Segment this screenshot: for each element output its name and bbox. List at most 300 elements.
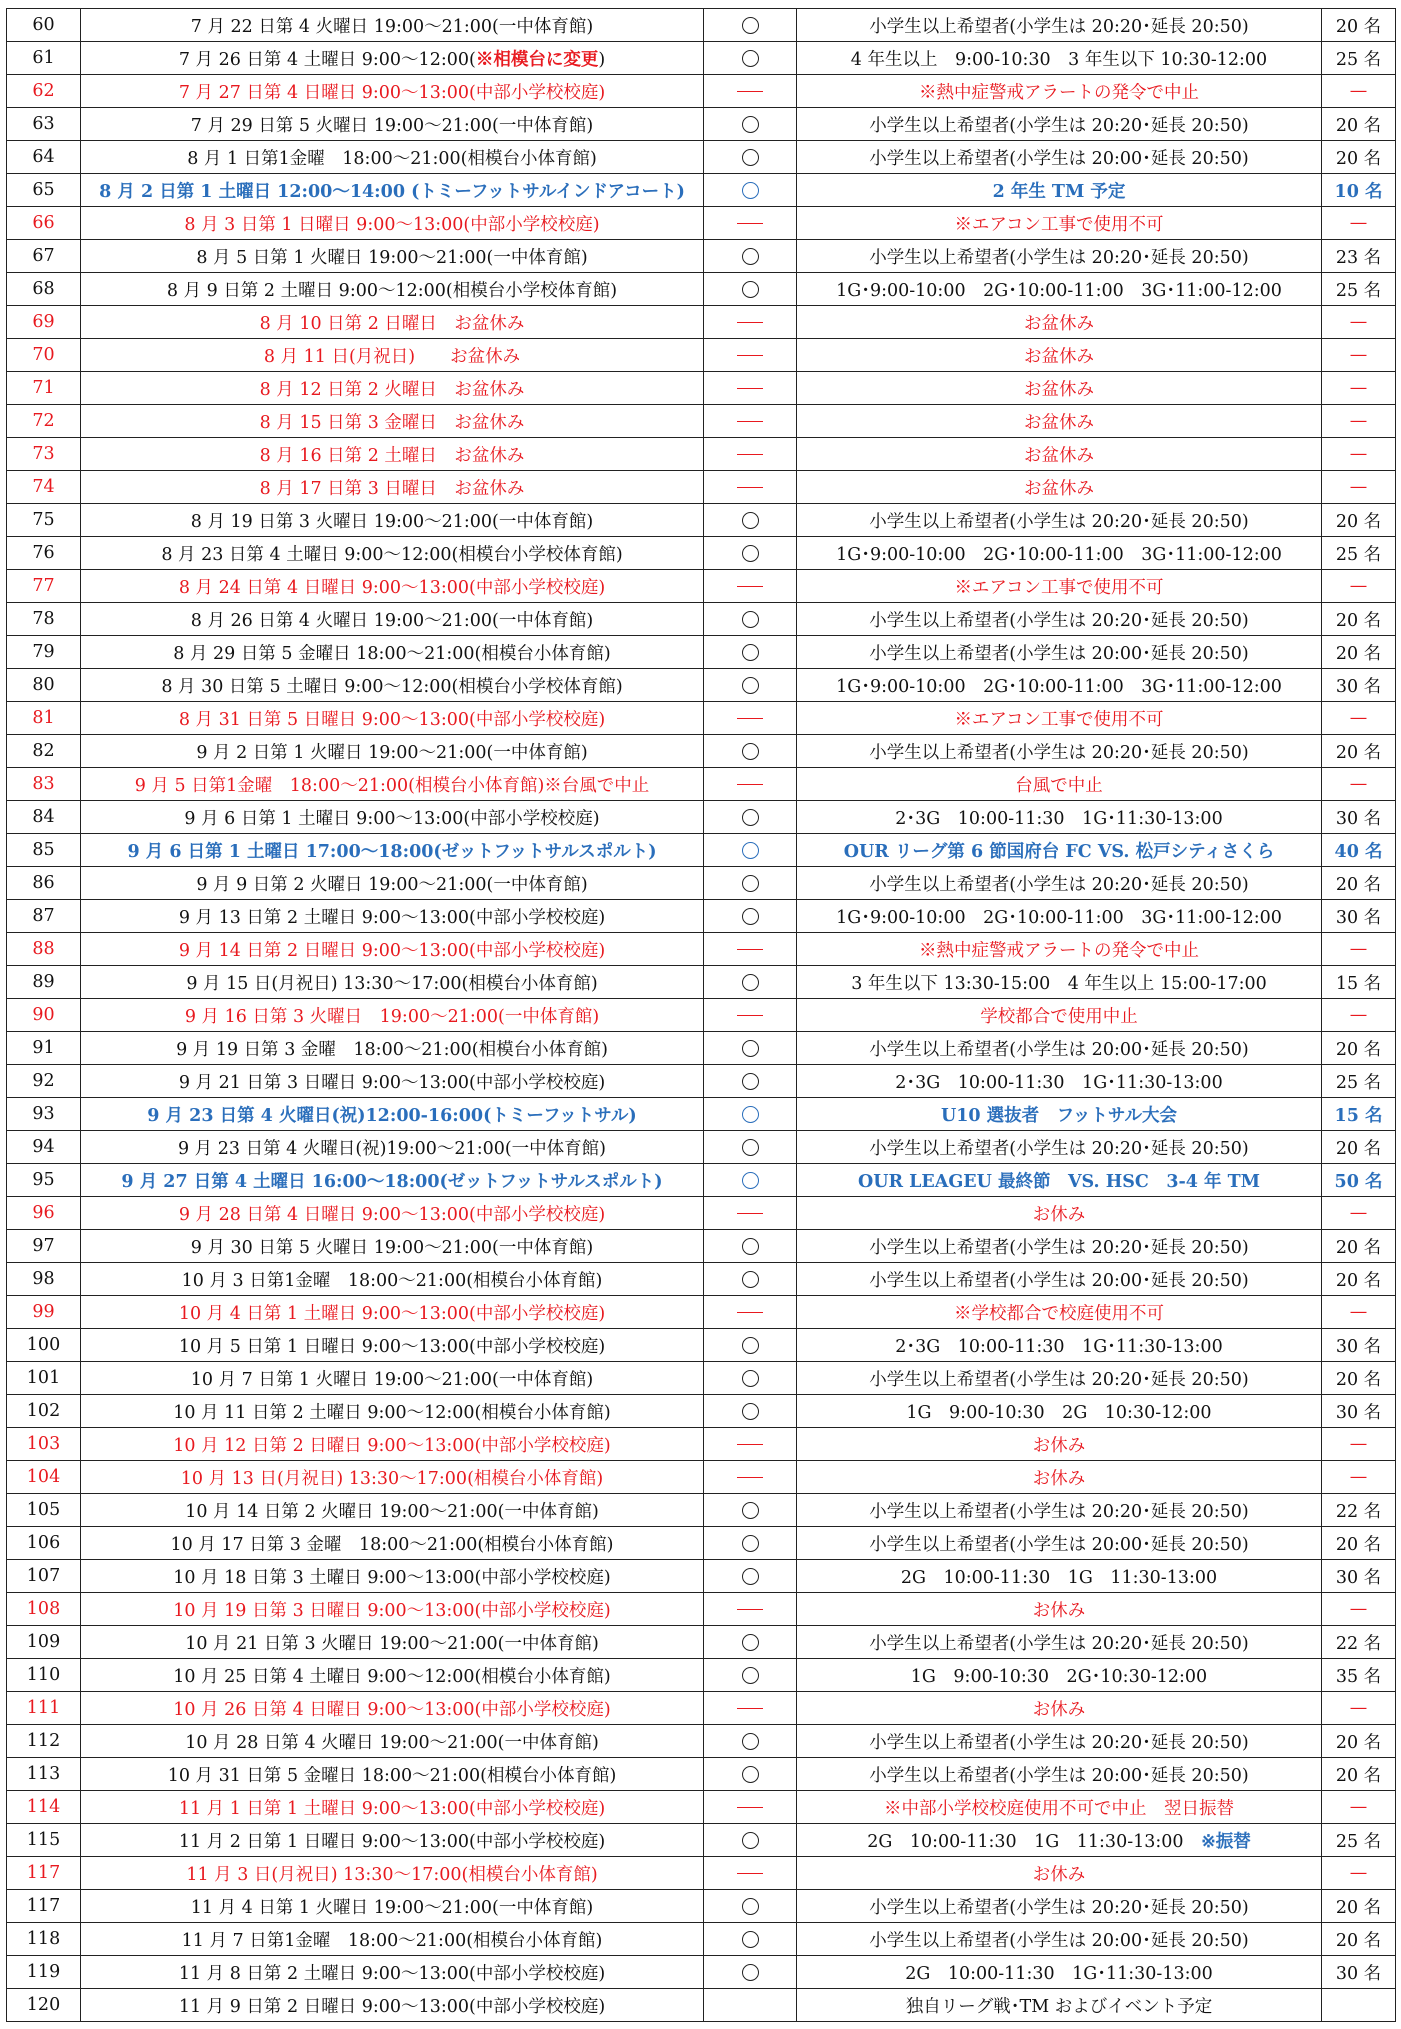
participant-count: 50 名 (1322, 1164, 1396, 1197)
circle-icon (742, 1931, 759, 1948)
participant-count: — (1322, 339, 1396, 372)
participant-count: — (1322, 768, 1396, 801)
table-row (7, 1956, 1396, 1989)
session-date-venue: 9 月 14 日第 2 日曜日 9:00～13:00(中部小学校校庭) (81, 933, 704, 966)
status-mark (704, 1626, 797, 1659)
session-note: ※学校都合で校庭使用不可 (797, 1296, 1322, 1329)
session-note: 小学生以上希望者(小学生は 20:20･延長 20:50) (797, 603, 1322, 636)
session-note: 小学生以上希望者(小学生は 20:20･延長 20:50) (797, 1890, 1322, 1923)
table-row (7, 1395, 1396, 1428)
session-note: お盆休み (797, 471, 1322, 504)
status-mark (704, 966, 797, 999)
dash-icon (737, 784, 763, 785)
participant-count: 22 名 (1322, 1626, 1396, 1659)
circle-icon (742, 644, 759, 661)
row-number: 107 (7, 1560, 81, 1593)
session-date-venue: 8 月 30 日第 5 土曜日 9:00～12:00(相模台小学校体育館) (81, 669, 704, 702)
makeup-note: ※振替 (1201, 1831, 1251, 1852)
circle-icon (742, 1766, 759, 1783)
session-note: 小学生以上希望者(小学生は 20:20･延長 20:50) (797, 504, 1322, 537)
status-mark (704, 1461, 797, 1494)
venue-change-note: ※相模台に変更 (475, 49, 599, 70)
session-date-venue: 10 月 28 日第 4 火曜日 19:00～21:00(一中体育館) (81, 1725, 704, 1758)
session-date-venue: 8 月 12 日第 2 火曜日 お盆休み (81, 372, 704, 405)
row-number: 73 (7, 438, 81, 471)
status-mark (704, 240, 797, 273)
table-row (7, 1164, 1396, 1197)
status-mark (704, 75, 797, 108)
row-number: 61 (7, 42, 81, 75)
participant-count: 20 名 (1322, 108, 1396, 141)
status-mark (704, 834, 797, 867)
table-row (7, 438, 1396, 471)
row-number: 105 (7, 1494, 81, 1527)
table-row (7, 1527, 1396, 1560)
session-date-venue: 9 月 6 日第 1 土曜日 9:00～13:00(中部小学校校庭) (81, 801, 704, 834)
session-date-venue: 9 月 19 日第 3 金曜 18:00～21:00(相模台小体育館) (81, 1032, 704, 1065)
session-date-venue: 8 月 9 日第 2 土曜日 9:00～12:00(相模台小学校体育館) (81, 273, 704, 306)
session-date-venue: 11 月 1 日第 1 土曜日 9:00～13:00(中部小学校校庭) (81, 1791, 704, 1824)
row-number: 62 (7, 75, 81, 108)
session-date-venue: 9 月 30 日第 5 火曜日 19:00～21:00(一中体育館) (81, 1230, 704, 1263)
participant-count: 20 名 (1322, 867, 1396, 900)
session-date-venue: 8 月 16 日第 2 土曜日 お盆休み (81, 438, 704, 471)
dash-icon (737, 1312, 763, 1313)
row-number: 118 (7, 1923, 81, 1956)
participant-count: — (1322, 1692, 1396, 1725)
circle-icon (742, 1337, 759, 1354)
participant-count: 20 名 (1322, 9, 1396, 42)
status-mark (704, 537, 797, 570)
table-row (7, 1428, 1396, 1461)
status-mark (704, 1824, 797, 1857)
table-row (7, 966, 1396, 999)
circle-icon (742, 1271, 759, 1288)
session-date-venue: 9 月 9 日第 2 火曜日 19:00～21:00(一中体育館) (81, 867, 704, 900)
circle-icon (742, 248, 759, 265)
session-date-venue: 8 月 2 日第 1 土曜日 12:00～14:00 (トミーフットサルインドアコート) (81, 174, 704, 207)
session-date-venue: 10 月 21 日第 3 火曜日 19:00～21:00(一中体育館) (81, 1626, 704, 1659)
table-row (7, 75, 1396, 108)
circle-icon (742, 545, 759, 562)
row-number: 119 (7, 1956, 81, 1989)
participant-count: 23 名 (1322, 240, 1396, 273)
dash-icon (737, 1444, 763, 1445)
row-number: 90 (7, 999, 81, 1032)
session-date-venue: 8 月 31 日第 5 日曜日 9:00～13:00(中部小学校校庭) (81, 702, 704, 735)
session-date-venue: 8 月 17 日第 3 日曜日 お盆休み (81, 471, 704, 504)
session-note: お盆休み (797, 405, 1322, 438)
participant-count: 20 名 (1322, 141, 1396, 174)
participant-count: — (1322, 999, 1396, 1032)
table-row (7, 1626, 1396, 1659)
session-date-venue: 9 月 5 日第1金曜 18:00～21:00(相模台小体育館)※台風で中止 (81, 768, 704, 801)
session-date-venue: 9 月 23 日第 4 火曜日(祝)19:00～21:00(一中体育館) (81, 1131, 704, 1164)
participant-count: 25 名 (1322, 42, 1396, 75)
status-mark (704, 867, 797, 900)
table-row (7, 1923, 1396, 1956)
table-row (7, 801, 1396, 834)
participant-count: — (1322, 471, 1396, 504)
session-note: 小学生以上希望者(小学生は 20:00･延長 20:50) (797, 1263, 1322, 1296)
session-note: お休み (797, 1428, 1322, 1461)
table-row (7, 768, 1396, 801)
row-number: 60 (7, 9, 81, 42)
status-mark (704, 306, 797, 339)
session-note: 1G･9:00-10:00 2G･10:00-11:00 3G･11:00-12:00 (797, 537, 1322, 570)
row-number: 113 (7, 1758, 81, 1791)
session-date-venue: 10 月 17 日第 3 金曜 18:00～21:00(相模台小体育館) (81, 1527, 704, 1560)
note-text: 2G 10:00-11:30 1G 11:30-13:00 (867, 1831, 1202, 1852)
participant-count: 10 名 (1322, 174, 1396, 207)
session-date-venue: 10 月 26 日第 4 日曜日 9:00～13:00(中部小学校校庭) (81, 1692, 704, 1725)
session-note: 2 年生 TM 予定 (797, 174, 1322, 207)
session-note: 小学生以上希望者(小学生は 20:20･延長 20:50) (797, 1131, 1322, 1164)
session-note: ※エアコン工事で使用不可 (797, 207, 1322, 240)
row-number: 83 (7, 768, 81, 801)
session-date-venue: 8 月 11 日(月祝日) お盆休み (81, 339, 704, 372)
session-date-venue: 11 月 3 日(月祝日) 13:30～17:00(相模台小体育館) (81, 1857, 704, 1890)
status-mark (704, 570, 797, 603)
status-mark (704, 801, 797, 834)
session-date-venue (81, 42, 704, 75)
circle-icon (742, 974, 759, 991)
participant-count: 20 名 (1322, 1527, 1396, 1560)
participant-count: — (1322, 207, 1396, 240)
date-text-end: ) (598, 49, 606, 70)
participant-count (1322, 1989, 1396, 2022)
status-mark (704, 1263, 797, 1296)
row-number: 81 (7, 702, 81, 735)
row-number: 117 (7, 1890, 81, 1923)
circle-icon (742, 842, 759, 859)
participant-count: 25 名 (1322, 273, 1396, 306)
session-date-venue: 10 月 25 日第 4 土曜日 9:00～12:00(相模台小体育館) (81, 1659, 704, 1692)
session-note: 1G 9:00-10:30 2G 10:30-12:00 (797, 1395, 1322, 1428)
session-note: 小学生以上希望者(小学生は 20:20･延長 20:50) (797, 1362, 1322, 1395)
table-row (7, 1692, 1396, 1725)
dash-icon (737, 421, 763, 422)
circle-icon (742, 1073, 759, 1090)
row-number: 102 (7, 1395, 81, 1428)
session-note: 2G 10:00-11:30 1G 11:30-13:00 (797, 1560, 1322, 1593)
session-date-venue: 8 月 26 日第 4 火曜日 19:00～21:00(一中体育館) (81, 603, 704, 636)
table-row (7, 603, 1396, 636)
table-row (7, 141, 1396, 174)
participant-count: — (1322, 1461, 1396, 1494)
session-note: お盆休み (797, 372, 1322, 405)
session-note: OUR リーグ第 6 節国府台 FC VS. 松戸シティさくら (797, 834, 1322, 867)
row-number: 106 (7, 1527, 81, 1560)
status-mark (704, 999, 797, 1032)
session-date-venue: 8 月 5 日第 1 火曜日 19:00～21:00(一中体育館) (81, 240, 704, 273)
session-date-venue: 8 月 19 日第 3 火曜日 19:00～21:00(一中体育館) (81, 504, 704, 537)
circle-icon (742, 1964, 759, 1981)
table-row (7, 174, 1396, 207)
table-row (7, 1461, 1396, 1494)
status-mark (704, 1659, 797, 1692)
status-mark (704, 1362, 797, 1395)
circle-icon (742, 875, 759, 892)
circle-icon (742, 512, 759, 529)
session-note: 小学生以上希望者(小学生は 20:20･延長 20:50) (797, 1725, 1322, 1758)
table-row (7, 999, 1396, 1032)
participant-count: — (1322, 933, 1396, 966)
status-mark (704, 1428, 797, 1461)
session-note: 1G･9:00-10:00 2G･10:00-11:00 3G･11:00-12:00 (797, 900, 1322, 933)
table-row (7, 867, 1396, 900)
dash-icon (737, 454, 763, 455)
status-mark (704, 1230, 797, 1263)
row-number: 86 (7, 867, 81, 900)
schedule-table (6, 8, 1396, 2022)
table-row (7, 702, 1396, 735)
session-note: 1G･9:00-10:00 2G･10:00-11:00 3G･11:00-12:00 (797, 273, 1322, 306)
participant-count: 25 名 (1322, 1065, 1396, 1098)
circle-icon (742, 281, 759, 298)
session-date-venue: 10 月 12 日第 2 日曜日 9:00～13:00(中部小学校校庭) (81, 1428, 704, 1461)
participant-count: — (1322, 1857, 1396, 1890)
session-note: 小学生以上希望者(小学生は 20:20･延長 20:50) (797, 1494, 1322, 1527)
session-date-venue: 8 月 15 日第 3 金曜日 お盆休み (81, 405, 704, 438)
session-date-venue: 8 月 3 日第 1 日曜日 9:00～13:00(中部小学校校庭) (81, 207, 704, 240)
participant-count: — (1322, 1791, 1396, 1824)
participant-count: 20 名 (1322, 603, 1396, 636)
table-row (7, 42, 1396, 75)
participant-count: 20 名 (1322, 1263, 1396, 1296)
row-number: 114 (7, 1791, 81, 1824)
session-date-venue: 9 月 13 日第 2 土曜日 9:00～13:00(中部小学校校庭) (81, 900, 704, 933)
participant-count: — (1322, 306, 1396, 339)
row-number: 91 (7, 1032, 81, 1065)
row-number: 64 (7, 141, 81, 174)
status-mark (704, 471, 797, 504)
circle-icon (742, 1403, 759, 1420)
status-mark (704, 1923, 797, 1956)
circle-icon (742, 1106, 759, 1123)
participant-count: 22 名 (1322, 1494, 1396, 1527)
dash-icon (737, 1873, 763, 1874)
status-mark (704, 1593, 797, 1626)
session-note: 1G･9:00-10:00 2G･10:00-11:00 3G･11:00-12:00 (797, 669, 1322, 702)
participant-count: 20 名 (1322, 504, 1396, 537)
circle-icon (742, 1733, 759, 1750)
row-number: 115 (7, 1824, 81, 1857)
participant-count: — (1322, 438, 1396, 471)
row-number: 95 (7, 1164, 81, 1197)
status-mark (704, 108, 797, 141)
status-mark (704, 405, 797, 438)
session-date-venue: 10 月 31 日第 5 金曜日 18:00～21:00(相模台小体育館) (81, 1758, 704, 1791)
session-note: 2･3G 10:00-11:30 1G･11:30-13:00 (797, 1329, 1322, 1362)
table-row (7, 1329, 1396, 1362)
session-note: 2G 10:00-11:30 1G･11:30-13:00 (797, 1956, 1322, 1989)
dash-icon (737, 322, 763, 323)
participant-count: 30 名 (1322, 669, 1396, 702)
row-number: 94 (7, 1131, 81, 1164)
session-date-venue: 9 月 15 日(月祝日) 13:30～17:00(相模台小体育館) (81, 966, 704, 999)
participant-count: 30 名 (1322, 1329, 1396, 1362)
circle-icon (742, 908, 759, 925)
dash-icon (737, 1708, 763, 1709)
participant-count: — (1322, 405, 1396, 438)
row-number: 117 (7, 1857, 81, 1890)
row-number: 78 (7, 603, 81, 636)
session-note: 1G 9:00-10:30 2G･10:30-12:00 (797, 1659, 1322, 1692)
status-mark (704, 174, 797, 207)
status-mark (704, 1758, 797, 1791)
session-date-venue: 9 月 2 日第 1 火曜日 19:00～21:00(一中体育館) (81, 735, 704, 768)
table-row (7, 735, 1396, 768)
row-number: 99 (7, 1296, 81, 1329)
circle-icon (742, 1238, 759, 1255)
status-mark (704, 504, 797, 537)
participant-count: 20 名 (1322, 1131, 1396, 1164)
session-date-venue: 11 月 7 日第1金曜 18:00～21:00(相模台小体育館) (81, 1923, 704, 1956)
status-mark (704, 636, 797, 669)
circle-icon (742, 1502, 759, 1519)
session-date-venue: 11 月 8 日第 2 土曜日 9:00～13:00(中部小学校校庭) (81, 1956, 704, 1989)
status-mark (704, 1791, 797, 1824)
circle-icon (742, 17, 759, 34)
session-date-venue: 9 月 27 日第 4 土曜日 16:00～18:00(ゼットフットサルスポルト) (81, 1164, 704, 1197)
session-note: 小学生以上希望者(小学生は 20:20･延長 20:50) (797, 9, 1322, 42)
dash-icon (737, 718, 763, 719)
row-number: 93 (7, 1098, 81, 1131)
session-date-venue: 10 月 13 日(月祝日) 13:30～17:00(相模台小体育館) (81, 1461, 704, 1494)
session-note: ※熱中症警戒アラートの発令で中止 (797, 75, 1322, 108)
circle-icon (742, 149, 759, 166)
row-number: 82 (7, 735, 81, 768)
status-mark (704, 669, 797, 702)
session-date-venue: 7 月 27 日第 4 日曜日 9:00～13:00(中部小学校校庭) (81, 75, 704, 108)
table-row (7, 537, 1396, 570)
session-note: 小学生以上希望者(小学生は 20:20･延長 20:50) (797, 1626, 1322, 1659)
participant-count: — (1322, 570, 1396, 603)
status-mark (704, 1725, 797, 1758)
status-mark (704, 1164, 797, 1197)
session-note (797, 1824, 1322, 1857)
session-date-venue: 10 月 7 日第 1 火曜日 19:00～21:00(一中体育館) (81, 1362, 704, 1395)
session-date-venue: 10 月 19 日第 3 日曜日 9:00～13:00(中部小学校校庭) (81, 1593, 704, 1626)
session-note: 小学生以上希望者(小学生は 20:00･延長 20:50) (797, 141, 1322, 174)
table-row (7, 1197, 1396, 1230)
status-mark (704, 273, 797, 306)
circle-icon (742, 1370, 759, 1387)
row-number: 100 (7, 1329, 81, 1362)
row-number: 85 (7, 834, 81, 867)
session-date-venue: 10 月 11 日第 2 土曜日 9:00～12:00(相模台小体育館) (81, 1395, 704, 1428)
session-date-venue: 9 月 16 日第 3 火曜日 19:00～21:00(一中体育館) (81, 999, 704, 1032)
table-row (7, 900, 1396, 933)
status-mark (704, 702, 797, 735)
row-number: 69 (7, 306, 81, 339)
row-number: 63 (7, 108, 81, 141)
participant-count: — (1322, 1593, 1396, 1626)
session-date-venue: 9 月 6 日第 1 土曜日 17:00～18:00(ゼットフットサルスポルト) (81, 834, 704, 867)
session-note: お休み (797, 1461, 1322, 1494)
row-number: 89 (7, 966, 81, 999)
session-note: OUR LEAGEU 最終節 VS. HSC 3-4 年 TM (797, 1164, 1322, 1197)
status-mark (704, 372, 797, 405)
session-note: お盆休み (797, 438, 1322, 471)
status-mark (704, 141, 797, 174)
table-row (7, 1065, 1396, 1098)
table-row (7, 9, 1396, 42)
status-mark (704, 1494, 797, 1527)
table-row (7, 1725, 1396, 1758)
table-row (7, 1362, 1396, 1395)
row-number: 66 (7, 207, 81, 240)
table-row (7, 1296, 1396, 1329)
session-date-venue: 8 月 10 日第 2 日曜日 お盆休み (81, 306, 704, 339)
session-date-venue: 10 月 4 日第 1 土曜日 9:00～13:00(中部小学校校庭) (81, 1296, 704, 1329)
table-row (7, 306, 1396, 339)
participant-count: — (1322, 702, 1396, 735)
participant-count: 20 名 (1322, 1362, 1396, 1395)
status-mark (704, 1527, 797, 1560)
session-date-venue: 10 月 3 日第1金曜 18:00～21:00(相模台小体育館) (81, 1263, 704, 1296)
participant-count: 15 名 (1322, 1098, 1396, 1131)
table-row (7, 240, 1396, 273)
schedule-body (7, 9, 1396, 2022)
session-note: 学校都合で使用中止 (797, 999, 1322, 1032)
table-row (7, 933, 1396, 966)
status-mark (704, 735, 797, 768)
circle-icon (742, 1832, 759, 1849)
table-row (7, 1758, 1396, 1791)
table-row (7, 1659, 1396, 1692)
status-mark (704, 1329, 797, 1362)
row-number: 108 (7, 1593, 81, 1626)
session-note: 小学生以上希望者(小学生は 20:20･延長 20:50) (797, 735, 1322, 768)
table-row (7, 636, 1396, 669)
table-row (7, 108, 1396, 141)
session-date-venue: 7 月 29 日第 5 火曜日 19:00～21:00(一中体育館) (81, 108, 704, 141)
table-row (7, 207, 1396, 240)
row-number: 92 (7, 1065, 81, 1098)
session-date-venue: 10 月 5 日第 1 日曜日 9:00～13:00(中部小学校校庭) (81, 1329, 704, 1362)
dash-icon (737, 1477, 763, 1478)
session-note: 2･3G 10:00-11:30 1G･11:30-13:00 (797, 1065, 1322, 1098)
table-row (7, 1230, 1396, 1263)
session-note: 小学生以上希望者(小学生は 20:00･延長 20:50) (797, 1923, 1322, 1956)
circle-icon (742, 1040, 759, 1057)
session-date-venue: 8 月 23 日第 4 土曜日 9:00～12:00(相模台小学校体育館) (81, 537, 704, 570)
table-row (7, 834, 1396, 867)
table-row (7, 1098, 1396, 1131)
row-number: 65 (7, 174, 81, 207)
dash-icon (737, 223, 763, 224)
participant-count: 15 名 (1322, 966, 1396, 999)
table-row (7, 1857, 1396, 1890)
status-mark (704, 1032, 797, 1065)
participant-count: 20 名 (1322, 1890, 1396, 1923)
row-number: 80 (7, 669, 81, 702)
session-note: お休み (797, 1593, 1322, 1626)
status-mark (704, 9, 797, 42)
status-mark (704, 1296, 797, 1329)
status-mark (704, 1560, 797, 1593)
circle-icon (742, 743, 759, 760)
participant-count: 35 名 (1322, 1659, 1396, 1692)
session-note: 3 年生以下 13:30-15:00 4 年生以上 15:00-17:00 (797, 966, 1322, 999)
circle-icon (742, 1634, 759, 1651)
participant-count: 30 名 (1322, 1395, 1396, 1428)
session-note: 独自リーグ戦･TM およびイベント予定 (797, 1989, 1322, 2022)
row-number: 76 (7, 537, 81, 570)
participant-count: 20 名 (1322, 735, 1396, 768)
